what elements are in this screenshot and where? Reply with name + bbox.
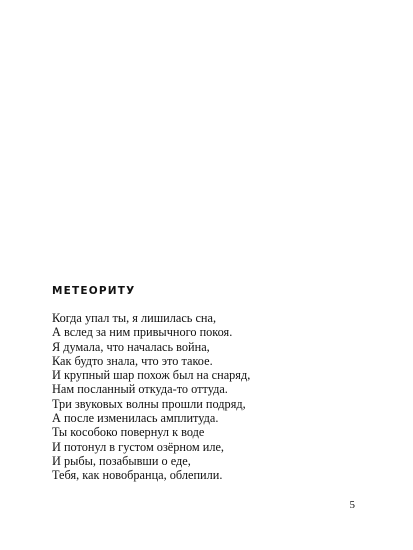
poem-line: Ты кособоко повернул к воде [52, 425, 205, 440]
poem-title: МЕТЕОРИТУ [52, 285, 136, 297]
poem-line: Когда упал ты, я лишилась сна, [52, 311, 217, 325]
poem-line: А после изменилась амплитуда. [52, 411, 219, 426]
page-number: 5 [349, 499, 355, 511]
poem-line: Три звуковых волны прошли подряд, [52, 396, 246, 411]
poem-line: И крупный шар похож был на снаряд, [52, 368, 251, 383]
poem-line: И рыбы, позабывши о еде, [52, 453, 191, 468]
poem-line: И потонул в густом озёрном иле, [52, 439, 225, 454]
poem-line: Как будто знала, что это такое. [52, 353, 213, 368]
poem-line: Тебя, как новобранца, облепили. [52, 468, 223, 483]
poem-body [52, 311, 250, 483]
poem-line: А вслед за ним привычного покоя. [52, 325, 233, 340]
poem-line: Я думала, что началась война, [52, 339, 210, 354]
poem-line: Нам посланный откуда-то оттуда. [52, 382, 228, 397]
